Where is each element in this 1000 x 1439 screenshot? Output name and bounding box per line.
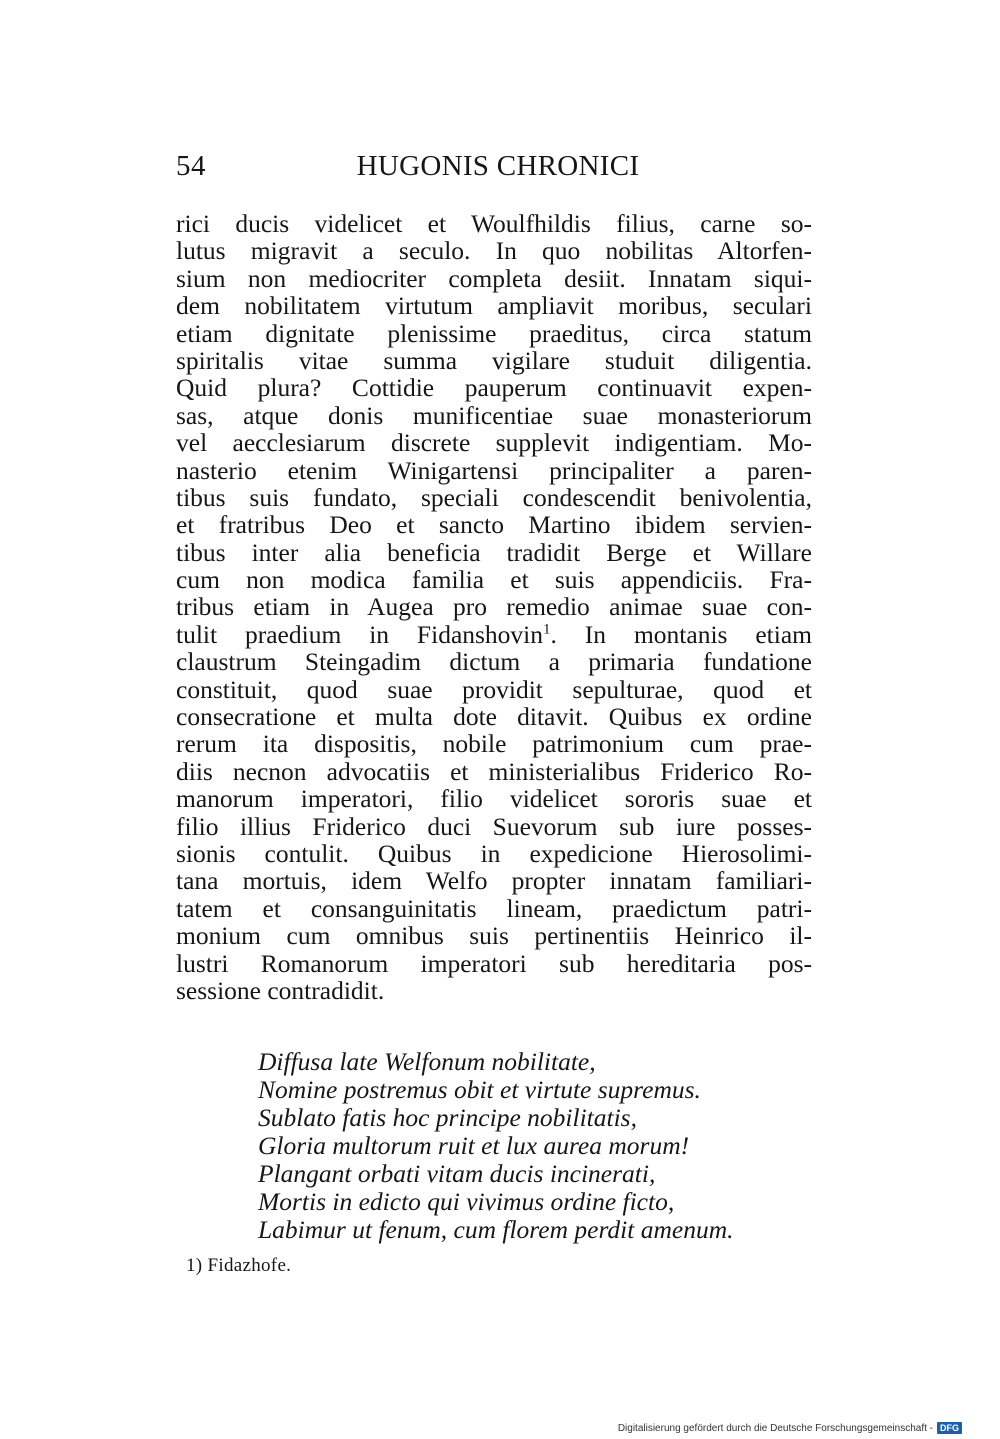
- text-line-with-footnote: [176, 621, 812, 648]
- text-line: consecratione et multa dote ditavit. Quibus ex ordine: [176, 702, 812, 732]
- footnote: [186, 1255, 291, 1277]
- text-line: tatem et consanguinitatis lineam, praedictum patri-: [176, 893, 812, 923]
- text-line: claustrum Steingadim dictum a primaria fundatione: [176, 647, 812, 677]
- verse-line: Labimur ut fenum, cum florem perdit amenum.: [258, 1215, 734, 1244]
- text-line-start: tulit praedium in Fidanshovin: [176, 619, 544, 649]
- credit-text: Digitalisierung gefördert durch die Deutsche Forschungsgemeinschaft -: [617, 1422, 933, 1434]
- digitization-credit: [618, 1422, 962, 1434]
- text-line: diis necnon advocatiis et ministerialibus Friderico Ro-: [176, 756, 812, 786]
- text-line: manorum imperatori, filio videlicet sororis suae et: [176, 784, 812, 814]
- verse-line: Plangant orbati vitam ducis incinerati,: [258, 1159, 656, 1188]
- text-line: sessione contradidit.: [176, 975, 385, 1005]
- text-line: monium cum omnibus suis pertinentiis Heinrico il-: [176, 921, 812, 951]
- verse-line: Diffusa late Welfonum nobilitate,: [258, 1047, 596, 1076]
- running-title: HUGONIS CHRONICI: [356, 150, 640, 182]
- text-line: etiam dignitate plenissime praeditus, circa statum: [176, 318, 812, 348]
- text-line: sium non mediocriter completa desiit. Innatam siqui-: [176, 263, 812, 293]
- footnote-reference: 1: [543, 621, 551, 638]
- verse-line: Gloria multorum ruit et lux aurea morum!: [258, 1131, 690, 1160]
- text-line: constituit, quod suae providit sepulturae, quod et: [176, 674, 812, 704]
- text-line: nasterio etenim Winigartensi principaliter a paren-: [176, 455, 812, 485]
- text-line: rici ducis videlicet et Woulfhildis filius, carne so-: [176, 209, 812, 238]
- text-line: filio illius Friderico duci Suevorum sub iure posses-: [176, 811, 812, 841]
- text-line: et fratribus Deo et sancto Martino ibidem servien-: [176, 510, 812, 540]
- verse-block: [258, 1048, 818, 1244]
- text-line: vel aecclesiarum discrete supplevit indigentiam. Mo-: [176, 428, 812, 458]
- footnote-text: Fidazhofe.: [207, 1255, 292, 1276]
- text-line: spiritalis vitae summa vigilare studuit diligentia.: [176, 345, 812, 375]
- page-number: 54: [176, 150, 206, 182]
- text-line: cum non modica familia et suis appendiciis. Fra-: [176, 565, 812, 595]
- text-line: sas, atque donis munificentiae suae monasteriorum: [176, 400, 812, 430]
- page-header: [176, 150, 820, 190]
- text-line: dem nobilitatem virtutum ampliavit moribus, seculari: [176, 291, 812, 321]
- verse-line: Nomine postremus obit et virtute supremus.: [258, 1075, 701, 1104]
- text-line: lustri Romanorum imperatori sub hereditaria pos-: [176, 948, 812, 978]
- text-line: lutus migravit a seculo. In quo nobilitas Altorfen-: [176, 236, 812, 266]
- footnote-mark: 1): [186, 1255, 203, 1276]
- text-line: sionis contulit. Quibus in expedicione Hierosolimi-: [176, 838, 812, 868]
- verse-line: Mortis in edicto qui vivimus ordine ficto,: [258, 1187, 675, 1216]
- text-line: tribus etiam in Augea pro remedio animae suae con-: [176, 592, 812, 622]
- body-text: [176, 210, 812, 1004]
- verse-line: Sublato fatis hoc principe nobilitatis,: [258, 1103, 637, 1132]
- dfg-logo-icon: DFG: [937, 1422, 962, 1434]
- text-line: Quid plura? Cottidie pauperum continuavit expen-: [176, 373, 812, 403]
- text-line-end: . In montanis etiam: [550, 619, 812, 649]
- text-line: tibus inter alia beneficia tradidit Berge et Willare: [176, 537, 812, 567]
- text-line: tibus suis fundato, speciali condescendit benivolentia,: [176, 482, 812, 512]
- text-line: rerum ita dispositis, nobile patrimonium cum prae-: [176, 729, 812, 759]
- text-line: tana mortuis, idem Welfo propter innatam familiari-: [176, 866, 812, 896]
